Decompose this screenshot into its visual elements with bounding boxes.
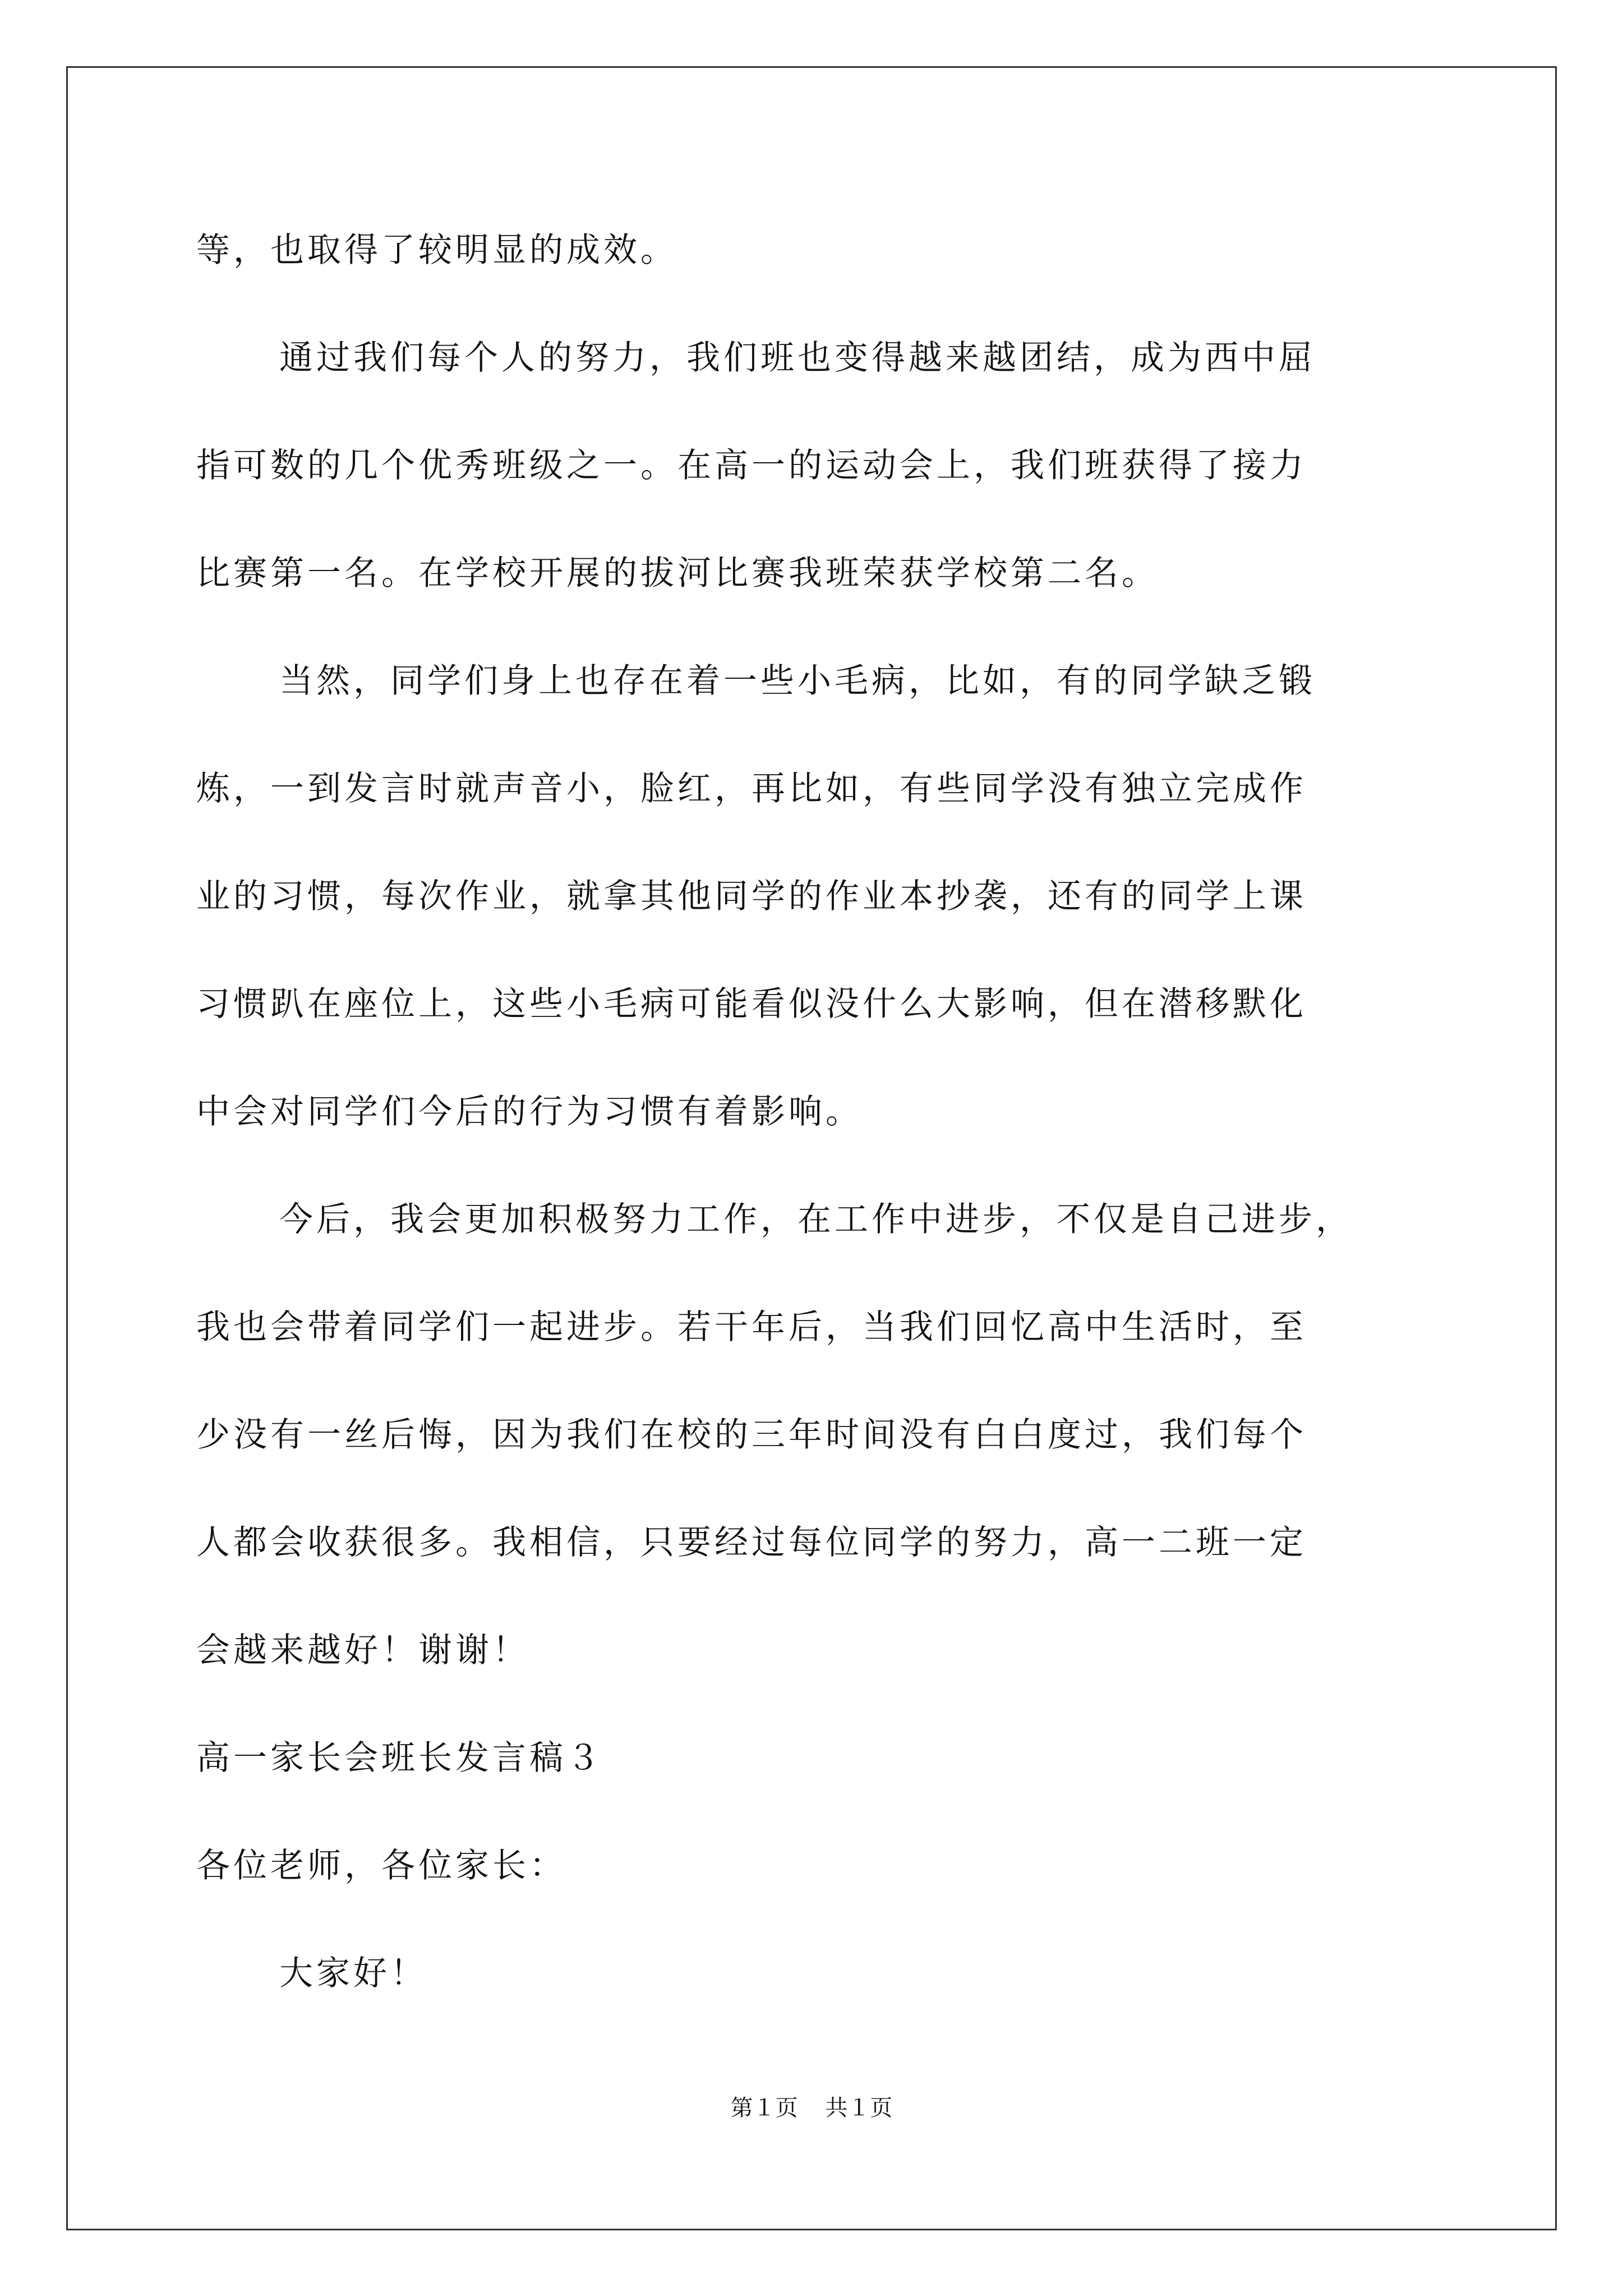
page-footer: [0, 2091, 1623, 2125]
text-line: 业的习惯，每次作业，就拿其他同学的作业本抄袭，还有的同学上课: [196, 877, 1307, 916]
text-line: 当然，同学们身上也存在着一些小毛病，比如，有的同学缺乏锻: [279, 661, 1316, 701]
text-line: 中会对同学们今后的行为习惯有着影响。: [196, 1092, 863, 1131]
text-line: 大家好！: [279, 1954, 427, 1993]
paragraph-bad-habits: [196, 627, 1464, 1166]
text-line: 今后，我会更加积极努力工作，在工作中进步，不仅是自己进步，: [279, 1200, 1353, 1239]
greeting: [196, 1920, 1464, 2027]
text-line: 各位老师，各位家长：: [196, 1846, 566, 1885]
text-line: 等，也取得了较明显的成效。: [196, 231, 677, 270]
text-line: 炼，一到发言时就声音小，脸红，再比如，有些同学没有独立完成作: [196, 769, 1307, 808]
paragraph-future-plans: [196, 1166, 1464, 1704]
text-line: 会越来越好！谢谢！: [196, 1631, 529, 1670]
text-line: 通过我们每个人的努力，我们班也变得越来越团结，成为西中屈: [279, 338, 1316, 378]
text-line: 少没有一丝后悔，因为我们在校的三年时间没有白白度过，我们每个: [196, 1415, 1307, 1455]
salutation: [196, 1812, 1464, 1920]
paragraph-continuation: [196, 196, 1464, 304]
page-number: 第１页: [730, 2095, 798, 2121]
page-count: 共１页: [825, 2095, 893, 2121]
text-line: 指可数的几个优秀班级之一。在高一的运动会上，我们班获得了接力: [196, 446, 1307, 485]
section-heading: [196, 1704, 1464, 1812]
text-line: 人都会收获很多。我相信，只要经过每位同学的努力，高一二班一定: [196, 1523, 1307, 1562]
text-line: 比赛第一名。在学校开展的拔河比赛我班荣获学校第二名。: [196, 554, 1159, 593]
text-line: 习惯趴在座位上，这些小毛病可能看似没什么大影响，但在潜移默化: [196, 984, 1307, 1024]
text-line: 我也会带着同学们一起进步。若干年后，当我们回忆高中生活时，至: [196, 1308, 1307, 1347]
document-body: [196, 196, 1464, 2027]
paragraph-class-unity: [196, 304, 1464, 627]
heading-text: 高一家长会班长发言稿３: [196, 1738, 603, 1778]
